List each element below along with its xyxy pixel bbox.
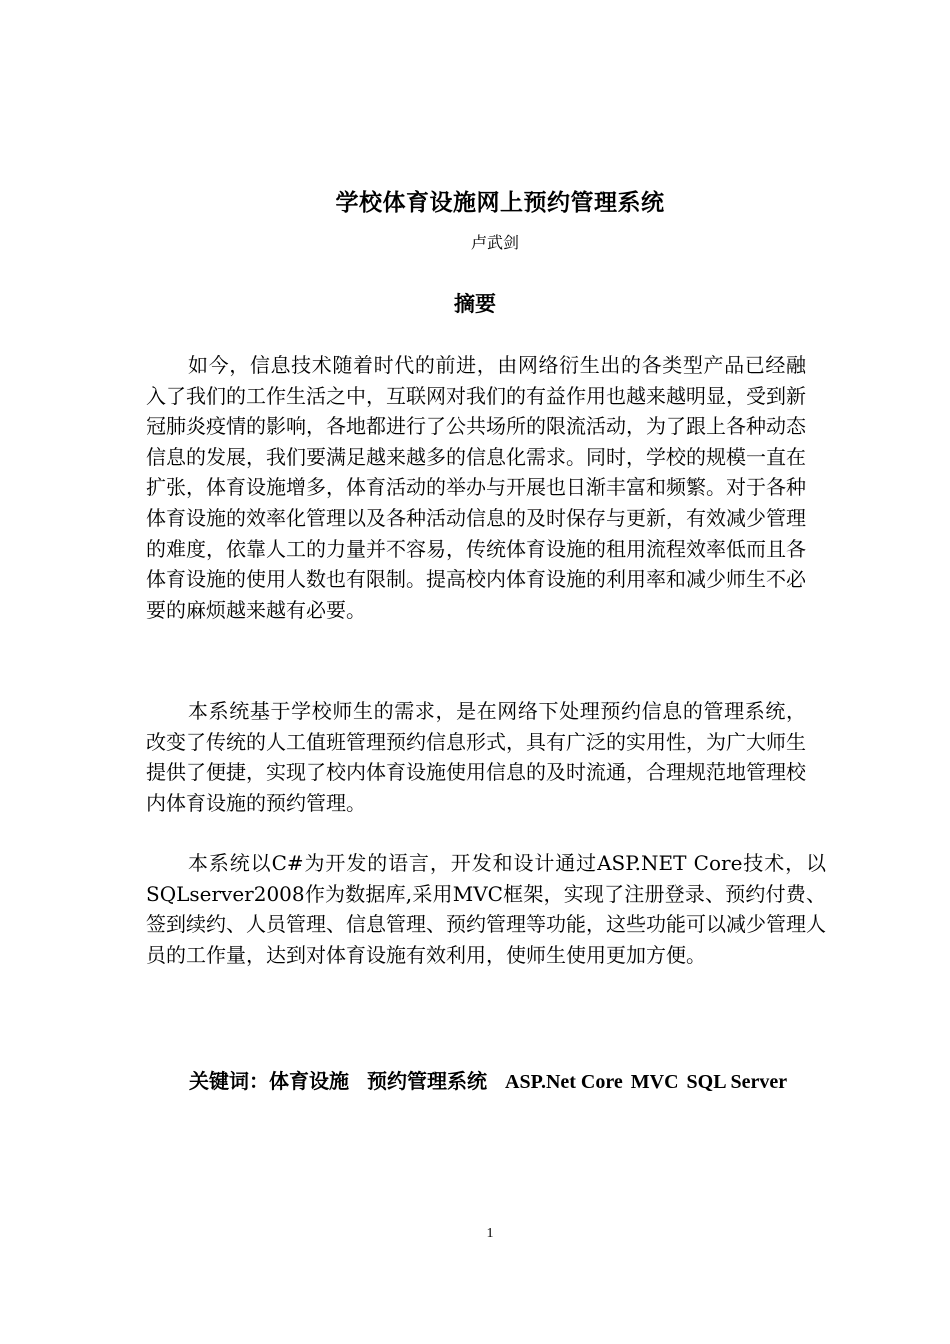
abstract-paragraph: 本系统以C#为开发的语言，开发和设计通过ASP.NET Core技术，以SQLserver2008作为数据库,采用MVC框架，实现了注册登录、预约付费、签到续约、人员管理、信息管理、预约管理等功能，这些功能可以减少管理人员的工作量，达到对体育设施有效利用，使师生使用更加方便。 bbox=[146, 851, 826, 967]
page-number: 1 bbox=[486, 1226, 494, 1241]
keyword: MVC bbox=[630, 1071, 679, 1093]
document-title: 学校体育设施网上预约管理系统 bbox=[335, 190, 665, 216]
keyword: 体育设施 bbox=[269, 1069, 349, 1093]
abstract-paragraph: 本系统基于学校师生的需求，是在网络下处理预约信息的管理系统，改变了传统的人工值班管理预约信息形式，具有广泛的实用性，为广大师生提供了便捷，实现了校内体育设施使用信息的及时流通，合理规范地管理校内体育设施的预约管理。 bbox=[146, 699, 806, 815]
keywords-label: 关键词： bbox=[189, 1069, 269, 1093]
keyword: ASP.Net Core bbox=[505, 1071, 623, 1093]
keyword: 预约管理系统 bbox=[367, 1069, 487, 1093]
keywords-line bbox=[163, 1066, 813, 1097]
abstract-paragraph: 如今，信息技术随着时代的前进，由网络衍生出的各类型产品已经融入了我们的工作生活之中，互联网对我们的有益作用也越来越明显，受到新冠肺炎疫情的影响，各地都进行了公共场所的限流活动，为了跟上各种动态信息的发展，我们要满足越来越多的信息化需求。同时，学校的规模一直在扩张，体育设施增多，体育活动的举办与开展也日渐丰富和频繁。对于各种体育设施的效率化管理以及各种活动信息的及时保存与更新，有效减少管理的难度，依靠人工的力量并不容易，传统体育设施的租用流程效率低而且各体育设施的使用人数也有限制。提高校内体育设施的利用率和减少师生不必要的麻烦越来越有必要。 bbox=[146, 353, 806, 622]
author-name: 卢武剑 bbox=[470, 233, 519, 252]
abstract-heading: 摘要 bbox=[454, 292, 496, 316]
keyword: SQL Server bbox=[686, 1071, 788, 1093]
